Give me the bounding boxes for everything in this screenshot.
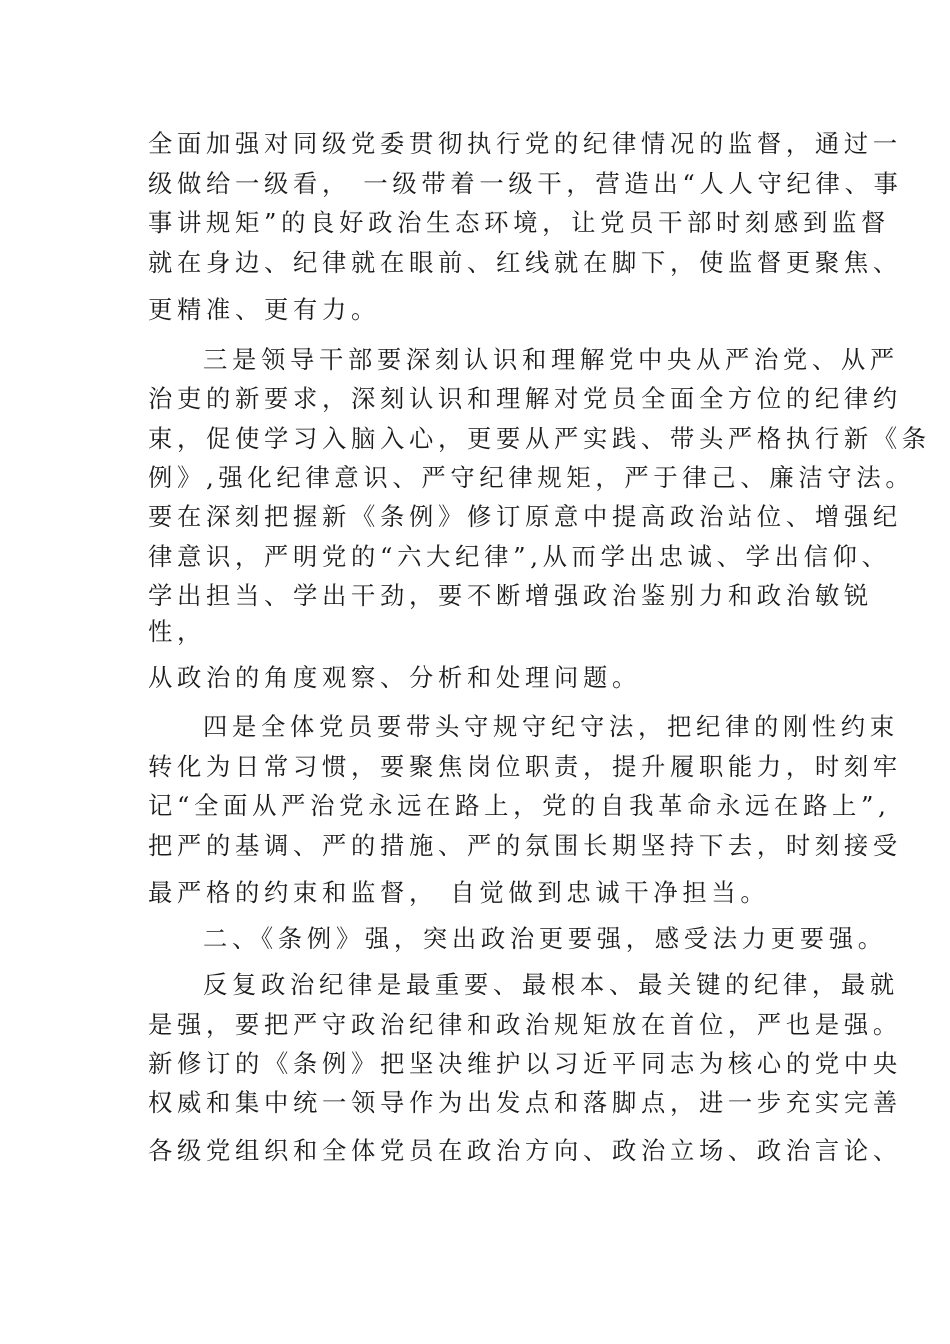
text-line-19: 最严格的约束和监督， 自觉做到忠诚干净担当。 <box>148 878 770 907</box>
text-line-2: 级做给一级看， 一级带着一级干，营造出“人人守纪律、事 <box>148 169 903 198</box>
text-line-13: 性， <box>148 617 206 646</box>
text-line-25: 各级党组织和全体党员在政治方向、政治立场、政治言论、 <box>148 1136 902 1165</box>
text-line-18: 把严的基调、严的措施、严的氛围长期坚持下去，时刻接受 <box>148 831 902 860</box>
text-line-9: 例》,强化纪律意识、严守纪律规矩，严于律己、廉洁守法。 <box>148 463 915 492</box>
paragraph-start-3: 三是领导干部要深刻认识和理解党中央从严治党、从严 <box>203 345 899 374</box>
text-line-23: 新修订的《条例》把坚决维护以习近平同志为核心的党中央 <box>148 1049 902 1078</box>
text-line-16: 转化为日常习惯，要聚焦岗位职责，提升履职能力，时刻牢 <box>148 752 902 781</box>
paragraph-start-5: 反复政治纪律是最重要、最根本、最关键的纪律，最就 <box>203 970 899 999</box>
text-line-17: 记“全面从严治党永远在路上，党的自我革命永远在路上”, <box>148 791 891 820</box>
text-line-14: 从政治的角度观察、分析和处理问题。 <box>148 663 641 692</box>
text-line-12: 学出担当、学出干劲，要不断增强政治鉴别力和政治敏锐 <box>148 581 873 610</box>
text-line-24: 权威和集中统一领导作为出发点和落脚点，进一步充实完善 <box>148 1088 902 1117</box>
text-line-22: 是强，要把严守政治纪律和政治规矩放在首位，严也是强。 <box>148 1010 902 1039</box>
text-line-4: 就在身边、纪律就在眼前、红线就在脚下，使监督更聚焦、 <box>148 248 902 277</box>
text-line-1: 全面加强对同级党委贯彻执行党的纪律情况的监督，通过一 <box>148 129 902 158</box>
text-line-5: 更精准、更有力。 <box>148 295 380 324</box>
text-line-10: 要在深刻把握新《条例》修订原意中提高政治站位、增强纪 <box>148 502 902 531</box>
section-heading-2: 二、《条例》强，突出政治更要强，感受法力更要强。 <box>203 924 887 953</box>
text-line-11: 律意识，严明党的“六大纪律”,从而学出忠诚、学出信仰、 <box>148 542 891 571</box>
text-line-8: 束，促使学习入脑入心，更要从严实践、带头严格执行新《条 <box>148 424 931 453</box>
text-line-3: 事讲规矩”的良好政治生态环境，让党员干部时刻感到监督 <box>148 208 891 237</box>
paragraph-start-4: 四是全体党员要带头守规守纪守法，把纪律的刚性约束 <box>203 712 899 741</box>
text-line-7: 治吏的新要求，深刻认识和理解对党员全面全方位的纪律约 <box>148 384 902 413</box>
